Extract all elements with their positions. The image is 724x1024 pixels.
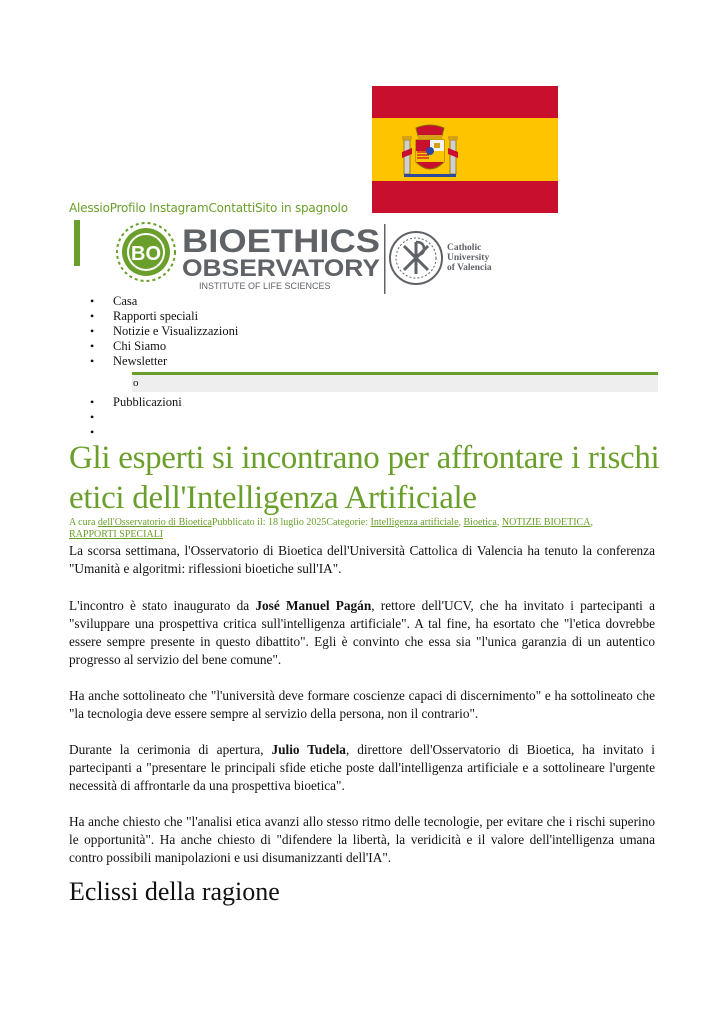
article-paragraph: Ha anche sottolineato che "l'università deve formare coscienze capaci di discernimento" e ha sottolineato che "la tecnologia deve essere sempre al servizio della persona, non il contrario".	[69, 688, 655, 721]
bo-badge-icon	[117, 223, 175, 281]
top-link-instagram[interactable]: Profilo Instagram	[109, 201, 209, 215]
newsletter-submenu	[132, 372, 658, 392]
logo-line2: OBSERVATORY	[182, 255, 380, 282]
logo-line1: BIOETHICS	[182, 223, 380, 259]
top-links-bar	[69, 201, 348, 215]
article-paragraph: La scorsa settimana, l'Osservatorio di Bioetica dell'Università Cattolica di Valencia ha tenuto la conferenza "Umanità e algoritmi: riflessioni bioetiche sull'IA".	[69, 543, 655, 576]
article-paragraph: L'incontro è stato inaugurato da José Manuel Pagán, rettore dell'UCV, che ha invitato i partecipanti a "sviluppare una prospettiva critica sull'intelligenza artificiale". A tal fine, ha esortato che "l'etica dovrebbe essere sempre presente in questo dibattito". Egli è convinto che essa sia "l'unica garanzia di un autentico progresso al servizio del bene comune".	[69, 598, 655, 667]
category-link[interactable]: Intelligenza artificiale	[370, 517, 459, 528]
meta-author-link[interactable]: dell'Osservatorio di Bioetica	[97, 517, 212, 528]
person-name: Julio Tudela	[271, 742, 346, 757]
meta-by-prefix: A cura	[69, 517, 98, 528]
nav-item-chi-siamo[interactable]: • Chi Siamo	[90, 339, 670, 354]
section-heading: Eclissi della ragione	[69, 877, 280, 906]
university-line1: Catholic	[447, 243, 482, 253]
meta-categories-prefix: Categorie:	[326, 517, 371, 528]
nav-item-empty-1[interactable]	[90, 410, 670, 425]
university-line2: University	[447, 253, 490, 263]
top-link-alessio[interactable]: Alessio	[69, 201, 110, 215]
submenu-marker: o	[133, 377, 139, 389]
spain-flag-image	[372, 86, 558, 213]
top-link-spanish-site[interactable]: Sito in spagnolo	[255, 201, 348, 215]
category-link[interactable]: NOTIZIE BIOETICA	[501, 517, 591, 528]
nav-item-newsletter[interactable]: • Newsletter	[90, 354, 670, 369]
site-logo[interactable]	[74, 220, 504, 296]
person-name: José Manuel Pagán	[255, 598, 372, 613]
nav-item-rapporti-speciali[interactable]: • Rapporti speciali	[90, 309, 670, 324]
article-paragraph: Durante la cerimonia di apertura, Julio Tudela, direttore dell'Osservatorio di Bioetica, ha invitato i partecipanti a "presentare le principali sfide etiche poste dall'intelligenza artificiale e a sottolineare l'urgente necessità di affrontarle da una prospettiva bioetica".	[69, 742, 655, 793]
article-title: Gli esperti si incontrano per affrontare i rischi etici dell'Intelligenza Artificiale	[69, 440, 660, 516]
nav-item-casa[interactable]: • Casa	[90, 294, 670, 309]
article-body	[69, 542, 655, 885]
logo-badge-text: BO	[131, 243, 161, 265]
category-link[interactable]: RAPPORTI SPECIALI	[69, 529, 164, 540]
main-nav	[90, 294, 670, 440]
nav-item-pubblicazioni[interactable]: • Pubblicazioni	[90, 395, 670, 410]
top-link-contatti[interactable]: Contatti	[208, 201, 255, 215]
catholic-university-emblem-icon	[390, 232, 442, 284]
meta-published: Pubblicato il: 18 luglio 2025	[211, 517, 327, 528]
category-link[interactable]: Bioetica	[463, 517, 497, 528]
nav-item-notizie[interactable]: • Notizie e Visualizzazioni	[90, 324, 670, 339]
logo-line3: INSTITUTE OF LIFE SCIENCES	[199, 281, 331, 291]
article-paragraph: Ha anche chiesto che "l'analisi etica avanzi allo stesso ritmo delle tecnologie, per evitare che i rischi superino le opportunità". Ha anche chiesto di "difendere la libertà, la veridicità e il valore dell'intelligenza umana contro possibili manipolazioni e usi disumanizzanti dell'IA".	[69, 814, 655, 865]
university-line3: of Valencia	[447, 263, 492, 273]
article-meta: A cura dell'Osservatorio di BioeticaPubblicato il: 18 luglio 2025Categorie: Intelligenza artificiale, Bioetica, NOTIZIE BIOETICA, RAPPORTI SPECIALI	[69, 517, 593, 540]
